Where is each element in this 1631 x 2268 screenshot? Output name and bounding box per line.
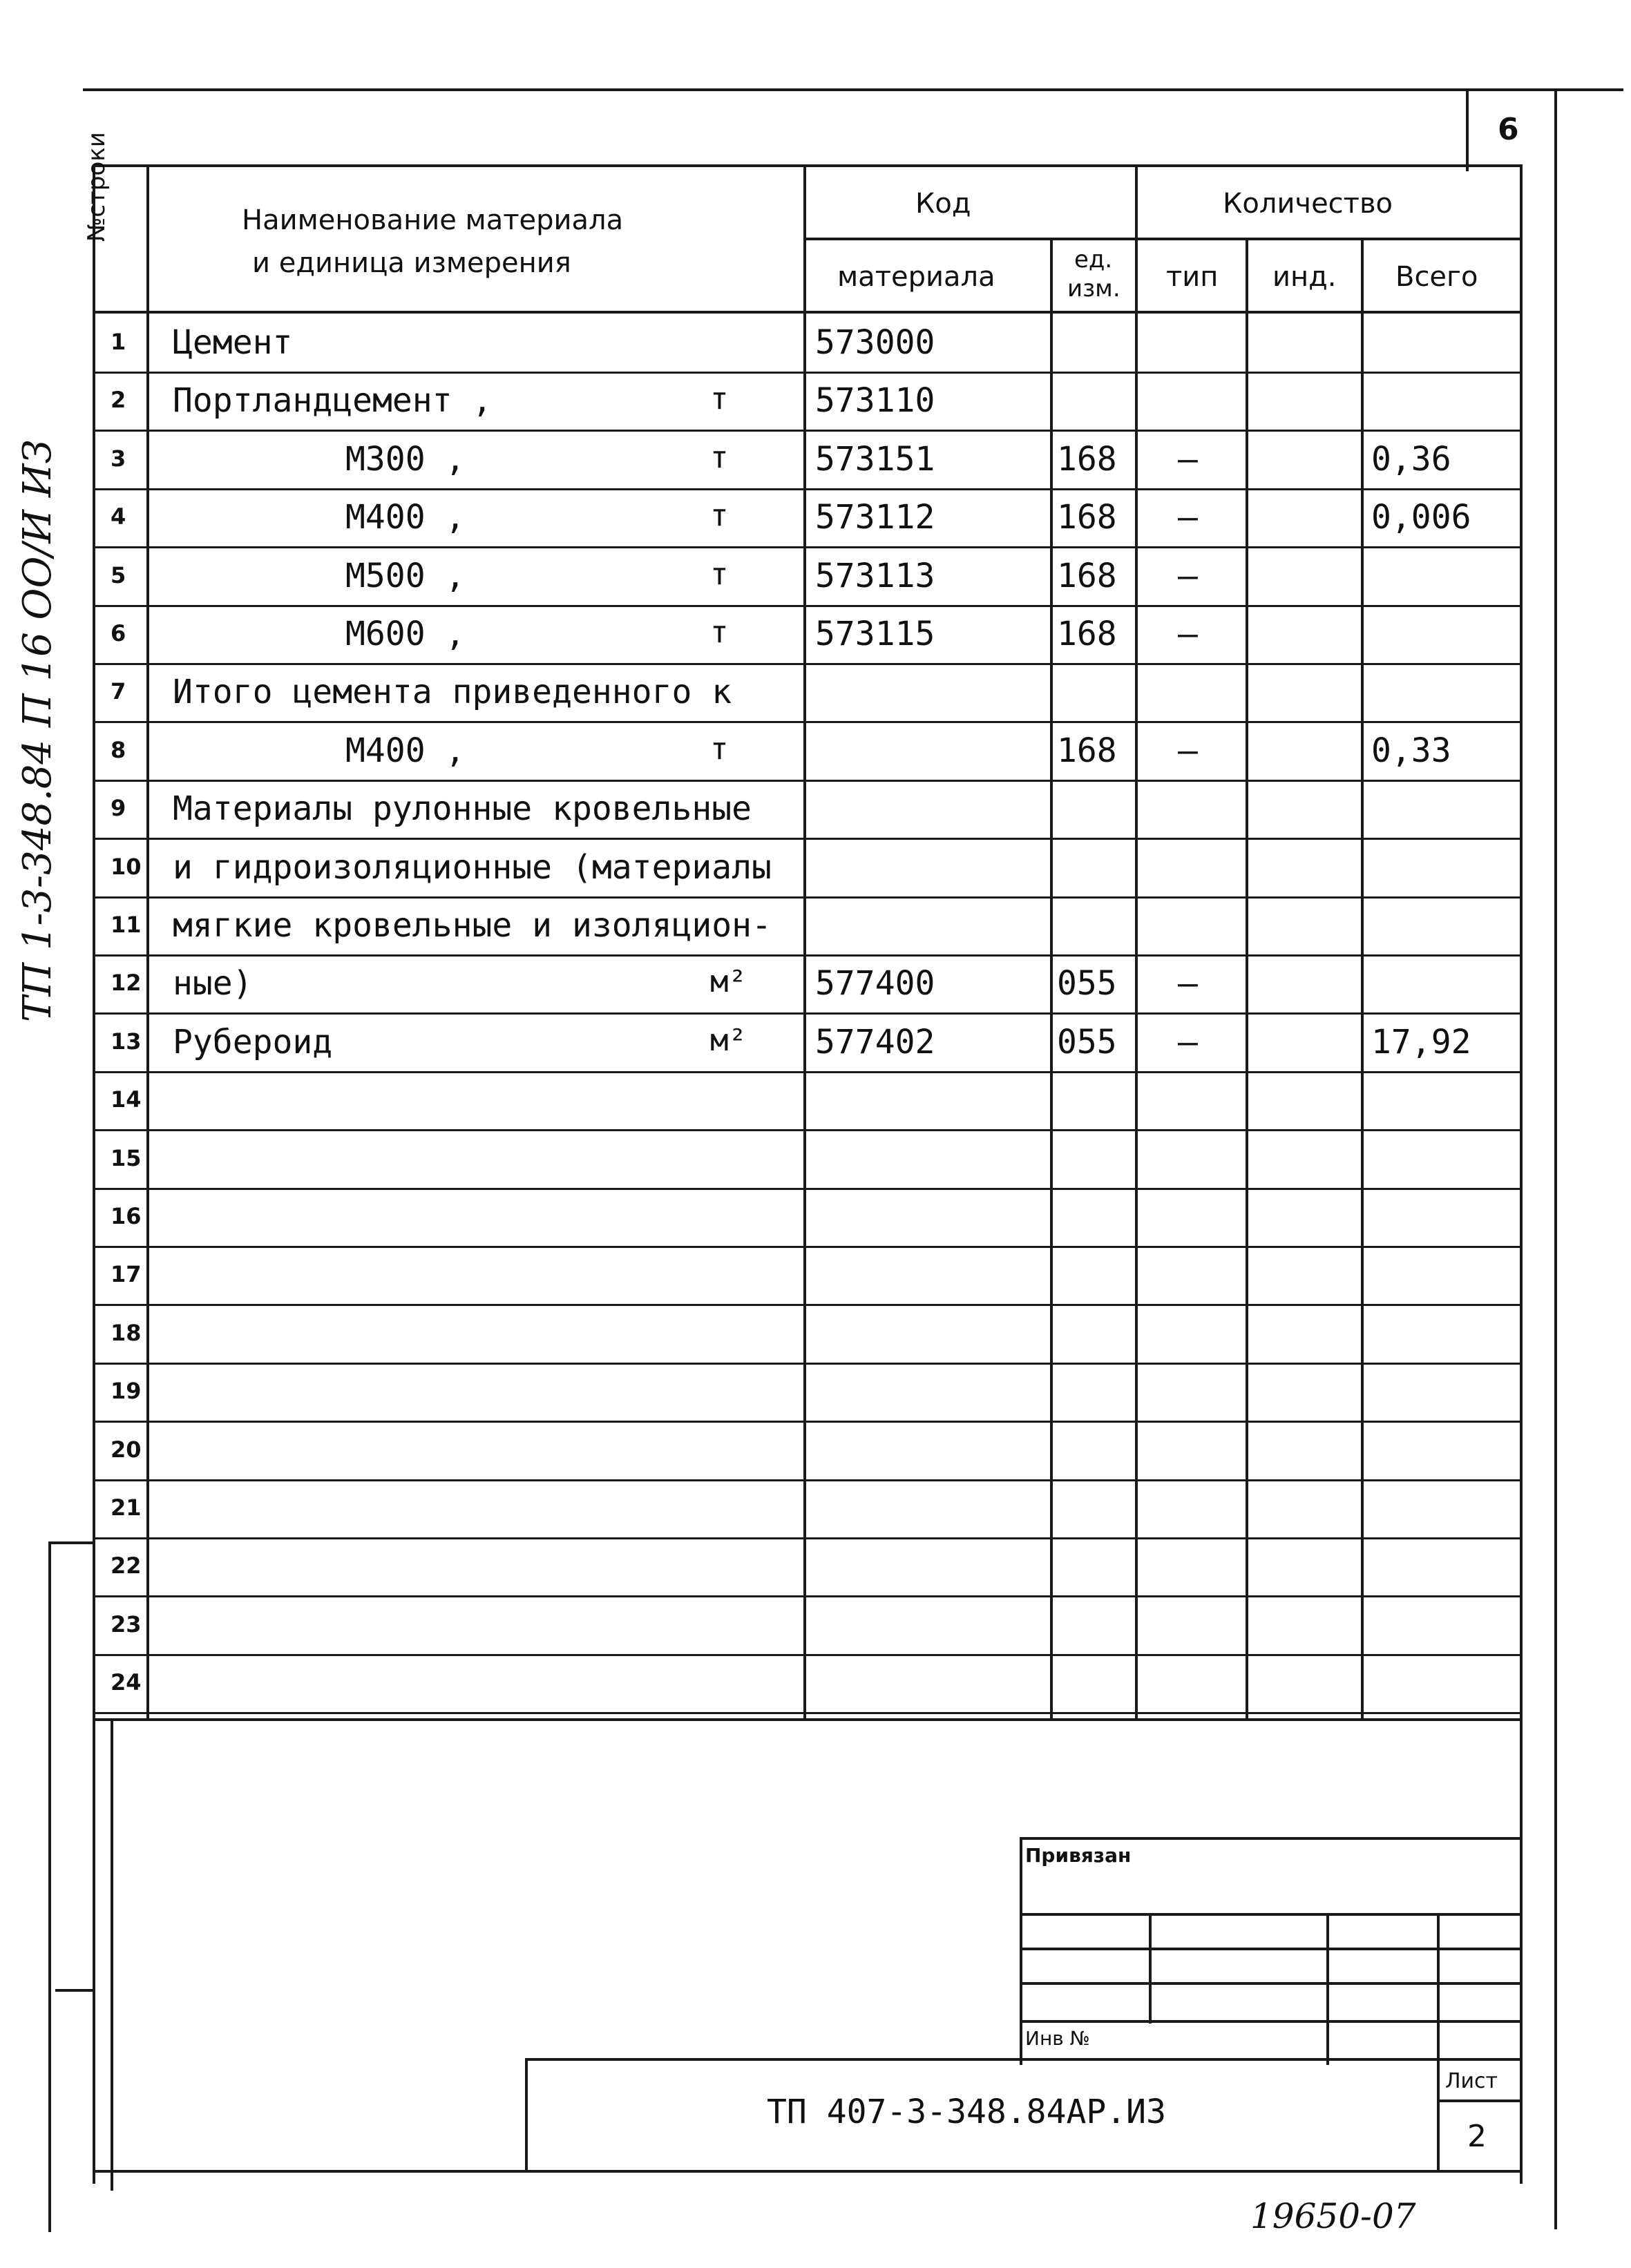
linked-label: Привязан [1025, 1844, 1132, 1867]
total-value: 0,36 [1371, 440, 1451, 479]
material-code: 573113 [815, 557, 935, 595]
row-number: 18 [111, 1320, 142, 1346]
table-row [0, 954, 1631, 1012]
row-number: 23 [111, 1611, 142, 1637]
table-row [0, 1246, 1631, 1304]
material-name: М300 , [345, 440, 466, 479]
ind-header: инд. [1272, 261, 1337, 293]
unit-symbol: т [710, 557, 729, 592]
unit-code: 168 [1057, 615, 1117, 653]
row-number: 3 [111, 445, 126, 472]
row-number: 16 [111, 1203, 142, 1229]
unit-code: 168 [1057, 440, 1117, 479]
total-header: Всего [1395, 261, 1478, 293]
material-name: Итого цемента приведенного к [173, 673, 732, 711]
type-value: – [1178, 731, 1198, 770]
inventory-number-label: Инв № [1025, 2027, 1090, 2050]
material-code: 573112 [815, 498, 935, 537]
row-number: 11 [111, 912, 142, 938]
material-code: 573115 [815, 615, 935, 653]
table-row [0, 1013, 1631, 1071]
sheet-number: 2 [1467, 2119, 1487, 2154]
row-number-header: №строки [83, 132, 111, 242]
material-name: М500 , [345, 557, 466, 595]
row-number: 24 [111, 1669, 142, 1695]
material-name: мягкие кровельные и изоляцион- [173, 906, 772, 945]
unit-code: 168 [1057, 557, 1117, 595]
sheet-label: Лист [1445, 2069, 1498, 2093]
material-code-header: материала [837, 261, 995, 293]
row-number: 19 [111, 1378, 142, 1404]
row-number: 12 [111, 970, 142, 996]
table-row [0, 1654, 1631, 1712]
type-value: – [1178, 440, 1198, 479]
unit-symbol: т [710, 731, 729, 767]
table-row [0, 1421, 1631, 1479]
unit-symbol: т [710, 440, 729, 475]
table-row [0, 605, 1631, 663]
type-value: – [1178, 615, 1198, 653]
type-value: – [1178, 964, 1198, 1003]
material-name: Материалы рулонные кровельные [173, 789, 752, 828]
material-name: и гидроизоляционные (материалы [173, 848, 772, 887]
unit-code: 055 [1057, 1023, 1117, 1061]
table-row [0, 372, 1631, 430]
table-row [0, 722, 1631, 780]
table-row [0, 547, 1631, 605]
row-number: 6 [111, 620, 126, 646]
unit-code: 168 [1057, 731, 1117, 770]
unit-symbol: т [710, 498, 729, 533]
material-name: Цемент [173, 323, 293, 362]
material-name: М600 , [345, 615, 466, 653]
row-number: 22 [111, 1553, 142, 1579]
row-number: 4 [111, 503, 126, 530]
type-header: тип [1166, 261, 1219, 293]
unit-symbol: м² [710, 964, 747, 999]
material-code: 573110 [815, 381, 935, 420]
table-row [0, 1596, 1631, 1654]
footer-note: 19650-07 [1250, 2196, 1416, 2236]
unit-symbol: т [710, 381, 729, 416]
row-number: 20 [111, 1436, 142, 1463]
margin-note: ТП 1-3-348.84 П 16 ОО/И ИЗ [15, 439, 60, 1022]
table-row [0, 838, 1631, 896]
table-row [0, 1071, 1631, 1129]
type-value: – [1178, 557, 1198, 595]
type-value: – [1178, 498, 1198, 537]
row-number: 7 [111, 678, 126, 704]
row-number: 8 [111, 737, 126, 763]
table-row [0, 1363, 1631, 1421]
unit-code: 168 [1057, 498, 1117, 537]
row-number: 2 [111, 387, 126, 413]
material-name: М400 , [345, 731, 466, 770]
table-row [0, 1305, 1631, 1363]
row-number: 10 [111, 854, 142, 880]
row-number: 5 [111, 562, 126, 588]
material-name: Рубероид [173, 1023, 333, 1061]
material-name: М400 , [345, 498, 466, 537]
page-number: 6 [1498, 112, 1519, 147]
table-row [0, 1537, 1631, 1595]
unit-header-line2: изм. [1067, 275, 1120, 302]
row-number: 21 [111, 1495, 142, 1521]
row-number: 15 [111, 1145, 142, 1171]
table-row [0, 1130, 1631, 1188]
material-code: 573151 [815, 440, 935, 479]
material-name-header-line1: Наименование материала [242, 204, 624, 236]
table-row [0, 314, 1631, 372]
material-code: 577400 [815, 964, 935, 1003]
unit-symbol: т [710, 615, 729, 650]
table-row [0, 780, 1631, 838]
row-number: 9 [111, 795, 126, 821]
table-row [0, 1188, 1631, 1246]
total-value: 0,006 [1371, 498, 1471, 537]
table-row [0, 488, 1631, 546]
material-name: Портландцемент , [173, 381, 493, 420]
unit-code: 055 [1057, 964, 1117, 1003]
table-row [0, 896, 1631, 954]
table-row [0, 1479, 1631, 1537]
total-value: 17,92 [1371, 1023, 1471, 1061]
row-number: 17 [111, 1261, 142, 1287]
total-value: 0,33 [1371, 731, 1451, 770]
code-header: Код [915, 188, 971, 220]
row-divider [93, 1712, 1520, 1714]
document-code: ТП 407-3-348.84АР.ИЗ [767, 2093, 1166, 2131]
table-row [0, 430, 1631, 488]
row-number: 13 [111, 1028, 142, 1055]
material-code: 573000 [815, 323, 935, 362]
material-code: 577402 [815, 1023, 935, 1061]
material-name: ные) [173, 964, 253, 1003]
quantity-header: Количество [1223, 188, 1393, 220]
row-number: 14 [111, 1086, 142, 1113]
unit-symbol: м² [710, 1023, 747, 1058]
table-row [0, 663, 1631, 721]
type-value: – [1178, 1023, 1198, 1061]
row-number: 1 [111, 329, 126, 355]
material-name-header-line2: и единица измерения [252, 247, 571, 279]
unit-header-line1: ед. [1074, 246, 1113, 273]
